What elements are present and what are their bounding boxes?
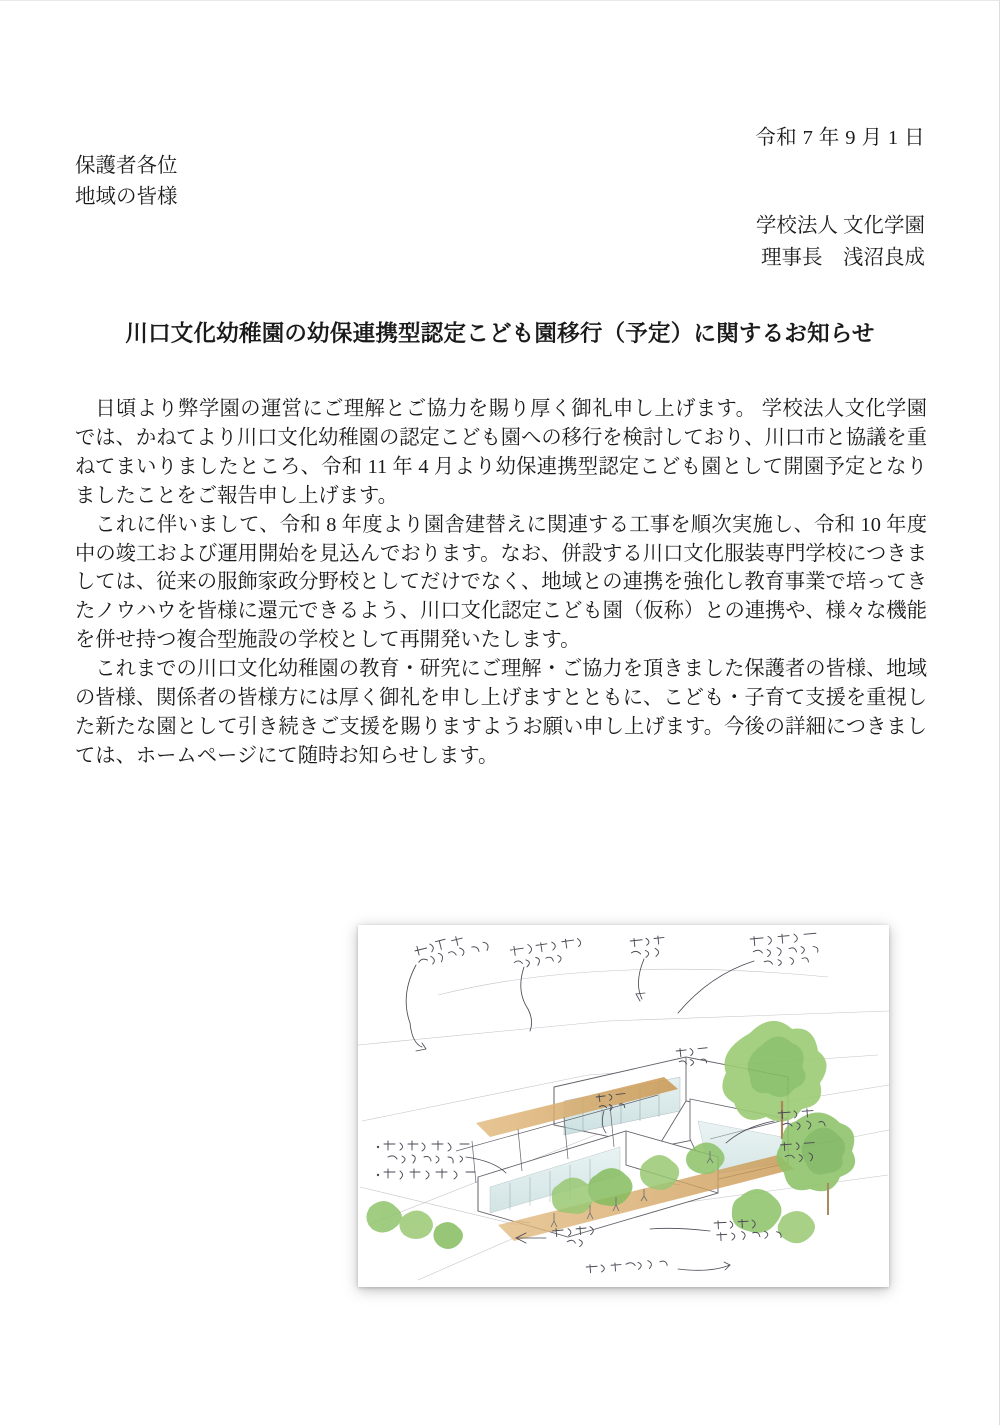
architectural-sketch-image	[358, 925, 889, 1287]
body-paragraph-3: これまでの川口文化幼稚園の教育・研究にご理解・ご協力を頂きました保護者の皆様、地域の皆様、関係者の皆様方には厚く御礼を申し上げますとともに、こども・子育て支援を重視した新たな園として引き続きご支援を賜りますようお願い申し上げます。今後の詳細につきましては、ホームページにて随時お知らせします。	[75, 658, 927, 767]
sketch-illustration	[358, 925, 889, 1287]
body-paragraph-2: これに伴いまして、令和 8 年度より園舎建替えに関連する工事を順次実施し、令和 10 年度中の竣工および運用開始を見込んでおります。なお、併設する川口文化服装専門学校につきましては、従来の服飾家政分野校としてだけでなく、地域との連携を強化し教育事業で培ってきたノウハウを皆様に還元できるよう、川口文化認定こども園（仮称）との連携や、様々な機能を併せ持つ複合型施設の学校として再開発いたします。	[75, 513, 927, 652]
addressee-line-2: 地域の皆様	[75, 186, 178, 209]
addressee-line-1: 保護者各位	[75, 155, 178, 177]
sender-block	[75, 210, 925, 275]
document-date: 令和 7 年 9 月 1 日	[755, 127, 925, 149]
document-title: 川口文化幼稚園の幼保連携型認定こども園移行（予定）に関するお知らせ	[125, 321, 875, 346]
addressee-block	[75, 151, 178, 213]
body-paragraph-1: 日頃より弊学園の運営にご理解とご協力を賜り厚く御礼申し上げます。 学校法人文化学園では、かねてより川口文化幼稚園の認定こども園への移行を検討しており、川口市と協議を重ねてまいりましたところ、令和 11 年 4 月より幼保連携型認定こども園として開園予定となりましたことをご報告申し上げます。	[75, 398, 927, 507]
sender-representative: 理事長 浅沼良成	[761, 247, 925, 270]
document-body	[75, 395, 927, 771]
sender-organization: 学校法人 文化学園	[755, 215, 925, 237]
